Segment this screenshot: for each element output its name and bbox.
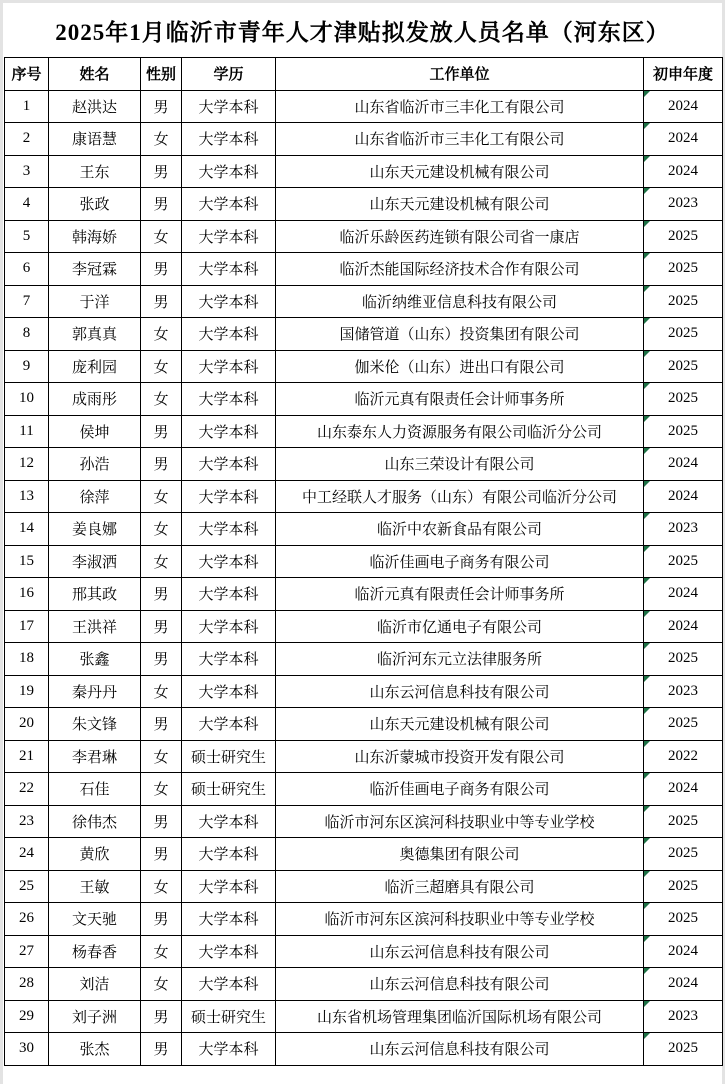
cell-employer: 山东省临沂市三丰化工有限公司 bbox=[276, 123, 644, 156]
cell-employer: 临沂河东元立法律服务所 bbox=[276, 643, 644, 676]
number-stored-as-text-marker-icon bbox=[644, 448, 650, 454]
cell-name: 张鑫 bbox=[49, 643, 141, 676]
cell-employer: 山东云河信息科技有限公司 bbox=[276, 675, 644, 708]
cell-no: 9 bbox=[5, 350, 49, 383]
table-body bbox=[5, 90, 723, 1065]
cell-no: 27 bbox=[5, 935, 49, 968]
cell-no: 21 bbox=[5, 740, 49, 773]
number-stored-as-text-marker-icon bbox=[644, 611, 650, 617]
cell-no: 25 bbox=[5, 870, 49, 903]
cell-employer: 临沂纳维亚信息科技有限公司 bbox=[276, 285, 644, 318]
cell-gender: 女 bbox=[141, 383, 182, 416]
cell-gender: 男 bbox=[141, 610, 182, 643]
number-stored-as-text-marker-icon bbox=[644, 253, 650, 259]
table-row bbox=[5, 513, 723, 546]
cell-education: 大学本科 bbox=[182, 448, 276, 481]
table-row bbox=[5, 968, 723, 1001]
number-stored-as-text-marker-icon bbox=[644, 676, 650, 682]
cell-year: 2025 bbox=[644, 708, 723, 741]
cell-employer: 山东云河信息科技有限公司 bbox=[276, 968, 644, 1001]
cell-year: 2023 bbox=[644, 513, 723, 546]
cell-no: 13 bbox=[5, 480, 49, 513]
table-row bbox=[5, 870, 723, 903]
cell-no: 15 bbox=[5, 545, 49, 578]
cell-gender: 男 bbox=[141, 415, 182, 448]
cell-employer: 山东省机场管理集团临沂国际机场有限公司 bbox=[276, 1000, 644, 1033]
cell-education: 大学本科 bbox=[182, 90, 276, 123]
cell-no: 19 bbox=[5, 675, 49, 708]
cell-gender: 男 bbox=[141, 253, 182, 286]
cell-gender: 女 bbox=[141, 513, 182, 546]
number-stored-as-text-marker-icon bbox=[644, 643, 650, 649]
cell-name: 韩海娇 bbox=[49, 220, 141, 253]
cell-name: 邢其政 bbox=[49, 578, 141, 611]
cell-name: 庞利园 bbox=[49, 350, 141, 383]
page-title: 2025年1月临沂市青年人才津贴拟发放人员名单（河东区） bbox=[55, 19, 670, 45]
cell-employer: 山东云河信息科技有限公司 bbox=[276, 935, 644, 968]
table-row bbox=[5, 220, 723, 253]
cell-employer: 山东沂蒙城市投资开发有限公司 bbox=[276, 740, 644, 773]
cell-no: 1 bbox=[5, 90, 49, 123]
number-stored-as-text-marker-icon bbox=[644, 318, 650, 324]
cell-year: 2024 bbox=[644, 123, 723, 156]
cell-employer: 山东天元建设机械有限公司 bbox=[276, 155, 644, 188]
column-header-no: 序号 bbox=[5, 58, 49, 91]
cell-education: 大学本科 bbox=[182, 643, 276, 676]
number-stored-as-text-marker-icon bbox=[644, 546, 650, 552]
table-row bbox=[5, 643, 723, 676]
number-stored-as-text-marker-icon bbox=[644, 351, 650, 357]
cell-education: 大学本科 bbox=[182, 155, 276, 188]
cell-gender: 女 bbox=[141, 740, 182, 773]
cell-education: 大学本科 bbox=[182, 870, 276, 903]
cell-gender: 男 bbox=[141, 90, 182, 123]
cell-education: 大学本科 bbox=[182, 578, 276, 611]
table-row bbox=[5, 480, 723, 513]
cell-employer: 国储管道（山东）投资集团有限公司 bbox=[276, 318, 644, 351]
cell-gender: 女 bbox=[141, 123, 182, 156]
cell-education: 大学本科 bbox=[182, 253, 276, 286]
cell-year: 2025 bbox=[644, 415, 723, 448]
cell-education: 大学本科 bbox=[182, 903, 276, 936]
number-stored-as-text-marker-icon bbox=[644, 416, 650, 422]
cell-no: 14 bbox=[5, 513, 49, 546]
cell-no: 11 bbox=[5, 415, 49, 448]
cell-year: 2024 bbox=[644, 578, 723, 611]
cell-education: 大学本科 bbox=[182, 480, 276, 513]
cell-year: 2025 bbox=[644, 220, 723, 253]
cell-employer: 山东天元建设机械有限公司 bbox=[276, 708, 644, 741]
cell-education: 大学本科 bbox=[182, 285, 276, 318]
cell-year: 2025 bbox=[644, 253, 723, 286]
cell-employer: 中工经联人才服务（山东）有限公司临沂分公司 bbox=[276, 480, 644, 513]
cell-education: 大学本科 bbox=[182, 415, 276, 448]
cell-year: 2025 bbox=[644, 838, 723, 871]
cell-no: 17 bbox=[5, 610, 49, 643]
cell-education: 大学本科 bbox=[182, 968, 276, 1001]
cell-year: 2025 bbox=[644, 903, 723, 936]
cell-gender: 女 bbox=[141, 935, 182, 968]
cell-gender: 男 bbox=[141, 1000, 182, 1033]
table-row bbox=[5, 155, 723, 188]
cell-gender: 女 bbox=[141, 968, 182, 1001]
cell-no: 28 bbox=[5, 968, 49, 1001]
cell-gender: 女 bbox=[141, 220, 182, 253]
cell-gender: 男 bbox=[141, 578, 182, 611]
table-row bbox=[5, 610, 723, 643]
table-row bbox=[5, 935, 723, 968]
cell-name: 侯坤 bbox=[49, 415, 141, 448]
cell-employer: 山东天元建设机械有限公司 bbox=[276, 188, 644, 221]
column-header-year: 初申年度 bbox=[644, 58, 723, 91]
cell-employer: 临沂乐龄医药连锁有限公司省一康店 bbox=[276, 220, 644, 253]
cell-name: 孙浩 bbox=[49, 448, 141, 481]
cell-education: 大学本科 bbox=[182, 805, 276, 838]
cell-employer: 山东泰东人力资源服务有限公司临沂分公司 bbox=[276, 415, 644, 448]
cell-year: 2024 bbox=[644, 773, 723, 806]
cell-name: 刘子洲 bbox=[49, 1000, 141, 1033]
cell-gender: 男 bbox=[141, 188, 182, 221]
cell-no: 8 bbox=[5, 318, 49, 351]
cell-name: 徐伟杰 bbox=[49, 805, 141, 838]
cell-gender: 女 bbox=[141, 318, 182, 351]
cell-gender: 男 bbox=[141, 838, 182, 871]
table-row bbox=[5, 350, 723, 383]
cell-education: 大学本科 bbox=[182, 318, 276, 351]
cell-name: 石佳 bbox=[49, 773, 141, 806]
cell-employer: 山东三荣设计有限公司 bbox=[276, 448, 644, 481]
cell-year: 2024 bbox=[644, 610, 723, 643]
cell-year: 2025 bbox=[644, 1033, 723, 1066]
cell-name: 朱文锋 bbox=[49, 708, 141, 741]
table-row bbox=[5, 253, 723, 286]
cell-year: 2023 bbox=[644, 675, 723, 708]
cell-name: 姜良娜 bbox=[49, 513, 141, 546]
number-stored-as-text-marker-icon bbox=[644, 806, 650, 812]
cell-education: 大学本科 bbox=[182, 545, 276, 578]
table-row bbox=[5, 838, 723, 871]
table-row bbox=[5, 383, 723, 416]
column-header-name: 姓名 bbox=[49, 58, 141, 91]
cell-no: 29 bbox=[5, 1000, 49, 1033]
cell-name: 赵洪达 bbox=[49, 90, 141, 123]
cell-year: 2025 bbox=[644, 870, 723, 903]
column-header-gender: 性别 bbox=[141, 58, 182, 91]
table-row bbox=[5, 903, 723, 936]
number-stored-as-text-marker-icon bbox=[644, 1001, 650, 1007]
number-stored-as-text-marker-icon bbox=[644, 968, 650, 974]
cell-year: 2025 bbox=[644, 285, 723, 318]
cell-education: 大学本科 bbox=[182, 220, 276, 253]
cell-employer: 山东省临沂市三丰化工有限公司 bbox=[276, 90, 644, 123]
cell-year: 2025 bbox=[644, 805, 723, 838]
table-row bbox=[5, 1033, 723, 1066]
cell-year: 2025 bbox=[644, 318, 723, 351]
cell-employer: 奥德集团有限公司 bbox=[276, 838, 644, 871]
cell-no: 12 bbox=[5, 448, 49, 481]
cell-no: 4 bbox=[5, 188, 49, 221]
cell-no: 20 bbox=[5, 708, 49, 741]
cell-employer: 山东云河信息科技有限公司 bbox=[276, 1033, 644, 1066]
cell-name: 李冠霖 bbox=[49, 253, 141, 286]
cell-employer: 临沂佳画电子商务有限公司 bbox=[276, 545, 644, 578]
number-stored-as-text-marker-icon bbox=[644, 188, 650, 194]
cell-education: 大学本科 bbox=[182, 610, 276, 643]
cell-no: 18 bbox=[5, 643, 49, 676]
column-header-employer: 工作单位 bbox=[276, 58, 644, 91]
cell-year: 2023 bbox=[644, 188, 723, 221]
cell-employer: 临沂佳画电子商务有限公司 bbox=[276, 773, 644, 806]
table-row bbox=[5, 805, 723, 838]
cell-year: 2025 bbox=[644, 643, 723, 676]
cell-no: 3 bbox=[5, 155, 49, 188]
number-stored-as-text-marker-icon bbox=[644, 123, 650, 129]
cell-employer: 临沂三超磨具有限公司 bbox=[276, 870, 644, 903]
cell-gender: 女 bbox=[141, 675, 182, 708]
number-stored-as-text-marker-icon bbox=[644, 936, 650, 942]
cell-year: 2024 bbox=[644, 968, 723, 1001]
cell-employer: 伽米伦（山东）进出口有限公司 bbox=[276, 350, 644, 383]
number-stored-as-text-marker-icon bbox=[644, 513, 650, 519]
number-stored-as-text-marker-icon bbox=[644, 1033, 650, 1039]
table-row bbox=[5, 740, 723, 773]
cell-employer: 临沂元真有限责任会计师事务所 bbox=[276, 578, 644, 611]
cell-no: 16 bbox=[5, 578, 49, 611]
cell-name: 李淑洒 bbox=[49, 545, 141, 578]
cell-education: 大学本科 bbox=[182, 1033, 276, 1066]
cell-gender: 男 bbox=[141, 448, 182, 481]
cell-name: 秦丹丹 bbox=[49, 675, 141, 708]
cell-education: 硕士研究生 bbox=[182, 773, 276, 806]
cell-name: 于洋 bbox=[49, 285, 141, 318]
cell-employer: 临沂市河东区滨河科技职业中等专业学校 bbox=[276, 903, 644, 936]
cell-education: 大学本科 bbox=[182, 513, 276, 546]
cell-no: 2 bbox=[5, 123, 49, 156]
cell-education: 大学本科 bbox=[182, 935, 276, 968]
number-stored-as-text-marker-icon bbox=[644, 741, 650, 747]
cell-gender: 男 bbox=[141, 285, 182, 318]
cell-employer: 临沂杰能国际经济技术合作有限公司 bbox=[276, 253, 644, 286]
cell-year: 2025 bbox=[644, 383, 723, 416]
table-row bbox=[5, 578, 723, 611]
cell-name: 王敏 bbox=[49, 870, 141, 903]
cell-education: 大学本科 bbox=[182, 708, 276, 741]
number-stored-as-text-marker-icon bbox=[644, 773, 650, 779]
number-stored-as-text-marker-icon bbox=[644, 708, 650, 714]
cell-gender: 男 bbox=[141, 1033, 182, 1066]
cell-education: 硕士研究生 bbox=[182, 1000, 276, 1033]
number-stored-as-text-marker-icon bbox=[644, 838, 650, 844]
number-stored-as-text-marker-icon bbox=[644, 286, 650, 292]
table-row bbox=[5, 545, 723, 578]
cell-no: 30 bbox=[5, 1033, 49, 1066]
cell-gender: 男 bbox=[141, 643, 182, 676]
column-header-education: 学历 bbox=[182, 58, 276, 91]
cell-name: 王东 bbox=[49, 155, 141, 188]
table-row bbox=[5, 318, 723, 351]
cell-gender: 女 bbox=[141, 545, 182, 578]
cell-no: 26 bbox=[5, 903, 49, 936]
cell-name: 杨春香 bbox=[49, 935, 141, 968]
cell-employer: 临沂市河东区滨河科技职业中等专业学校 bbox=[276, 805, 644, 838]
cell-year: 2024 bbox=[644, 90, 723, 123]
number-stored-as-text-marker-icon bbox=[644, 903, 650, 909]
cell-no: 23 bbox=[5, 805, 49, 838]
number-stored-as-text-marker-icon bbox=[644, 578, 650, 584]
cell-name: 刘洁 bbox=[49, 968, 141, 1001]
cell-education: 大学本科 bbox=[182, 188, 276, 221]
cell-no: 24 bbox=[5, 838, 49, 871]
cell-no: 22 bbox=[5, 773, 49, 806]
cell-year: 2024 bbox=[644, 155, 723, 188]
cell-gender: 男 bbox=[141, 805, 182, 838]
cell-name: 王洪祥 bbox=[49, 610, 141, 643]
cell-gender: 女 bbox=[141, 773, 182, 806]
cell-name: 文天驰 bbox=[49, 903, 141, 936]
personnel-table bbox=[4, 57, 723, 1066]
table-row bbox=[5, 415, 723, 448]
cell-education: 硕士研究生 bbox=[182, 740, 276, 773]
cell-education: 大学本科 bbox=[182, 123, 276, 156]
cell-education: 大学本科 bbox=[182, 675, 276, 708]
cell-year: 2024 bbox=[644, 935, 723, 968]
table-row bbox=[5, 708, 723, 741]
cell-no: 5 bbox=[5, 220, 49, 253]
cell-no: 6 bbox=[5, 253, 49, 286]
cell-no: 7 bbox=[5, 285, 49, 318]
cell-education: 大学本科 bbox=[182, 350, 276, 383]
cell-employer: 临沂中农新食品有限公司 bbox=[276, 513, 644, 546]
number-stored-as-text-marker-icon bbox=[644, 871, 650, 877]
cell-name: 成雨彤 bbox=[49, 383, 141, 416]
cell-no: 10 bbox=[5, 383, 49, 416]
cell-employer: 临沂元真有限责任会计师事务所 bbox=[276, 383, 644, 416]
table-row bbox=[5, 188, 723, 221]
cell-year: 2023 bbox=[644, 1000, 723, 1033]
table-row bbox=[5, 773, 723, 806]
cell-gender: 女 bbox=[141, 870, 182, 903]
cell-gender: 女 bbox=[141, 350, 182, 383]
cell-year: 2025 bbox=[644, 350, 723, 383]
cell-name: 黄欣 bbox=[49, 838, 141, 871]
cell-year: 2022 bbox=[644, 740, 723, 773]
cell-gender: 男 bbox=[141, 708, 182, 741]
table-header-row bbox=[5, 58, 723, 91]
table-row bbox=[5, 675, 723, 708]
table-row bbox=[5, 448, 723, 481]
cell-year: 2025 bbox=[644, 545, 723, 578]
number-stored-as-text-marker-icon bbox=[644, 481, 650, 487]
table-row bbox=[5, 90, 723, 123]
cell-gender: 男 bbox=[141, 903, 182, 936]
cell-name: 郭真真 bbox=[49, 318, 141, 351]
cell-name: 李君琳 bbox=[49, 740, 141, 773]
cell-employer: 临沂市亿通电子有限公司 bbox=[276, 610, 644, 643]
table-row bbox=[5, 285, 723, 318]
cell-year: 2024 bbox=[644, 448, 723, 481]
cell-name: 徐萍 bbox=[49, 480, 141, 513]
cell-gender: 女 bbox=[141, 480, 182, 513]
cell-name: 康语慧 bbox=[49, 123, 141, 156]
table-row bbox=[5, 1000, 723, 1033]
cell-name: 张杰 bbox=[49, 1033, 141, 1066]
cell-education: 大学本科 bbox=[182, 383, 276, 416]
cell-education: 大学本科 bbox=[182, 838, 276, 871]
number-stored-as-text-marker-icon bbox=[644, 91, 650, 97]
table-row bbox=[5, 123, 723, 156]
cell-year: 2024 bbox=[644, 480, 723, 513]
cell-name: 张政 bbox=[49, 188, 141, 221]
number-stored-as-text-marker-icon bbox=[644, 383, 650, 389]
cell-gender: 男 bbox=[141, 155, 182, 188]
number-stored-as-text-marker-icon bbox=[644, 221, 650, 227]
number-stored-as-text-marker-icon bbox=[644, 156, 650, 162]
